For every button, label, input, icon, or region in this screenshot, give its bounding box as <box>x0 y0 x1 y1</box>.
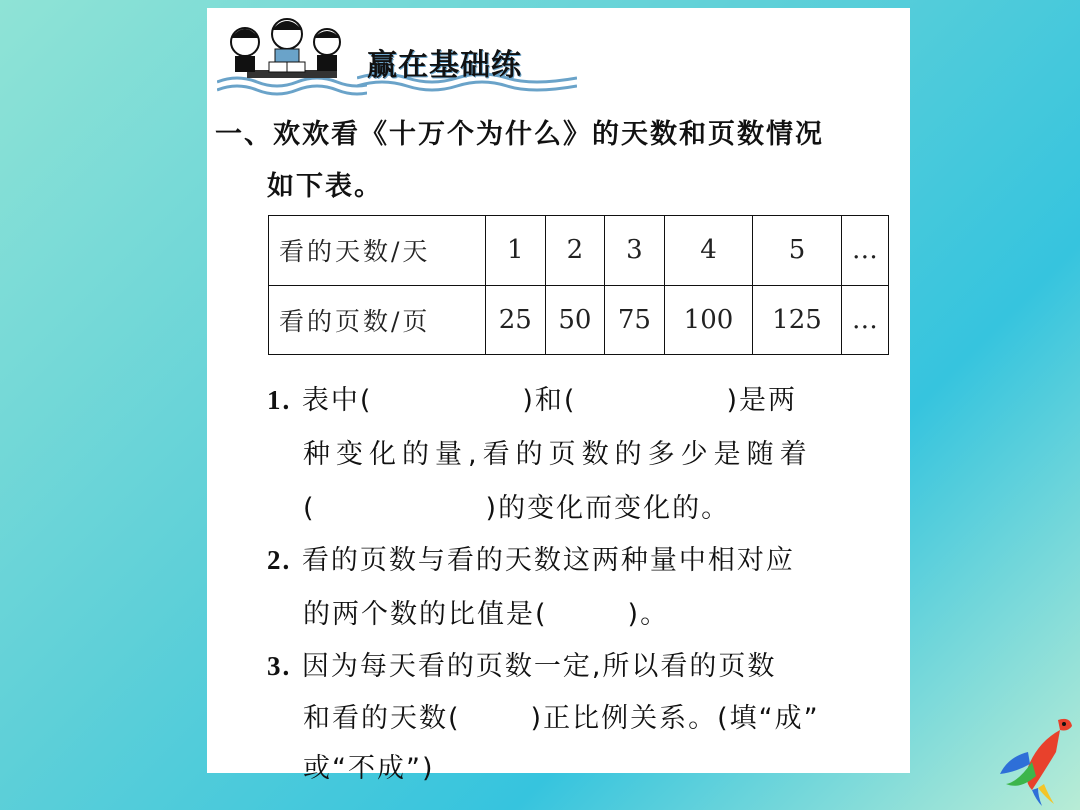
section-title: 欢欢看《十万个为什么》的天数和页数情况 <box>273 119 824 150</box>
question-text: )是两 <box>726 385 798 416</box>
data-table <box>268 215 889 355</box>
row-header-pages: 看的页数/页 <box>269 285 486 355</box>
question-2-line2 <box>303 592 669 631</box>
question-text: )。 <box>627 599 670 630</box>
children-reading-icon <box>217 12 367 102</box>
table-cell: … <box>841 216 888 286</box>
question-number: 1. <box>267 385 292 415</box>
table-cell: 25 <box>486 285 546 355</box>
section-number: 一、 <box>215 119 273 150</box>
worksheet <box>207 8 910 784</box>
question-text: )的变化而变化的。 <box>485 493 731 524</box>
question-text: 的两个数的比值是( <box>303 599 548 630</box>
table-cell: 50 <box>545 285 605 355</box>
section-heading-line2: 如下表。 <box>267 171 383 202</box>
table-cell: 5 <box>753 216 842 286</box>
question-number: 3. <box>267 651 292 681</box>
question-text: 和看的天数( <box>303 703 461 734</box>
question-text: 因为每天看的页数一定,所以看的页数 <box>301 651 777 682</box>
table-row <box>269 216 889 286</box>
table-cell: 2 <box>545 216 605 286</box>
section-heading-line1 <box>215 112 824 151</box>
question-1-line1 <box>267 378 797 417</box>
question-3-line3: 或“不成”) <box>303 753 435 784</box>
table-cell: 3 <box>605 216 665 286</box>
question-1-line2: 种变化的量,看的页数的多少是随着 <box>303 439 813 470</box>
table-cell: 125 <box>753 285 842 355</box>
question-text: 看的页数与看的天数这两种量中相对应 <box>301 545 795 576</box>
table-cell: 100 <box>664 285 753 355</box>
table-cell: … <box>841 285 888 355</box>
question-text: )和( <box>522 385 577 416</box>
table-cell: 75 <box>605 285 665 355</box>
question-text: )正比例关系。(填“成” <box>530 703 820 734</box>
question-3-line1 <box>267 644 776 683</box>
question-3-line2 <box>303 696 820 735</box>
question-2-line1 <box>267 538 795 577</box>
question-text: 表中( <box>301 385 373 416</box>
banner-title: 赢在基础练 <box>367 48 522 83</box>
table-cell: 4 <box>664 216 753 286</box>
question-1-line3 <box>303 486 730 525</box>
row-header-days: 看的天数/天 <box>269 216 486 286</box>
question-number: 2. <box>267 545 292 575</box>
question-text: ( <box>303 493 316 524</box>
section-banner <box>217 12 577 102</box>
table-cell: 1 <box>486 216 546 286</box>
table-row <box>269 285 889 355</box>
parrot-icon <box>998 712 1078 807</box>
